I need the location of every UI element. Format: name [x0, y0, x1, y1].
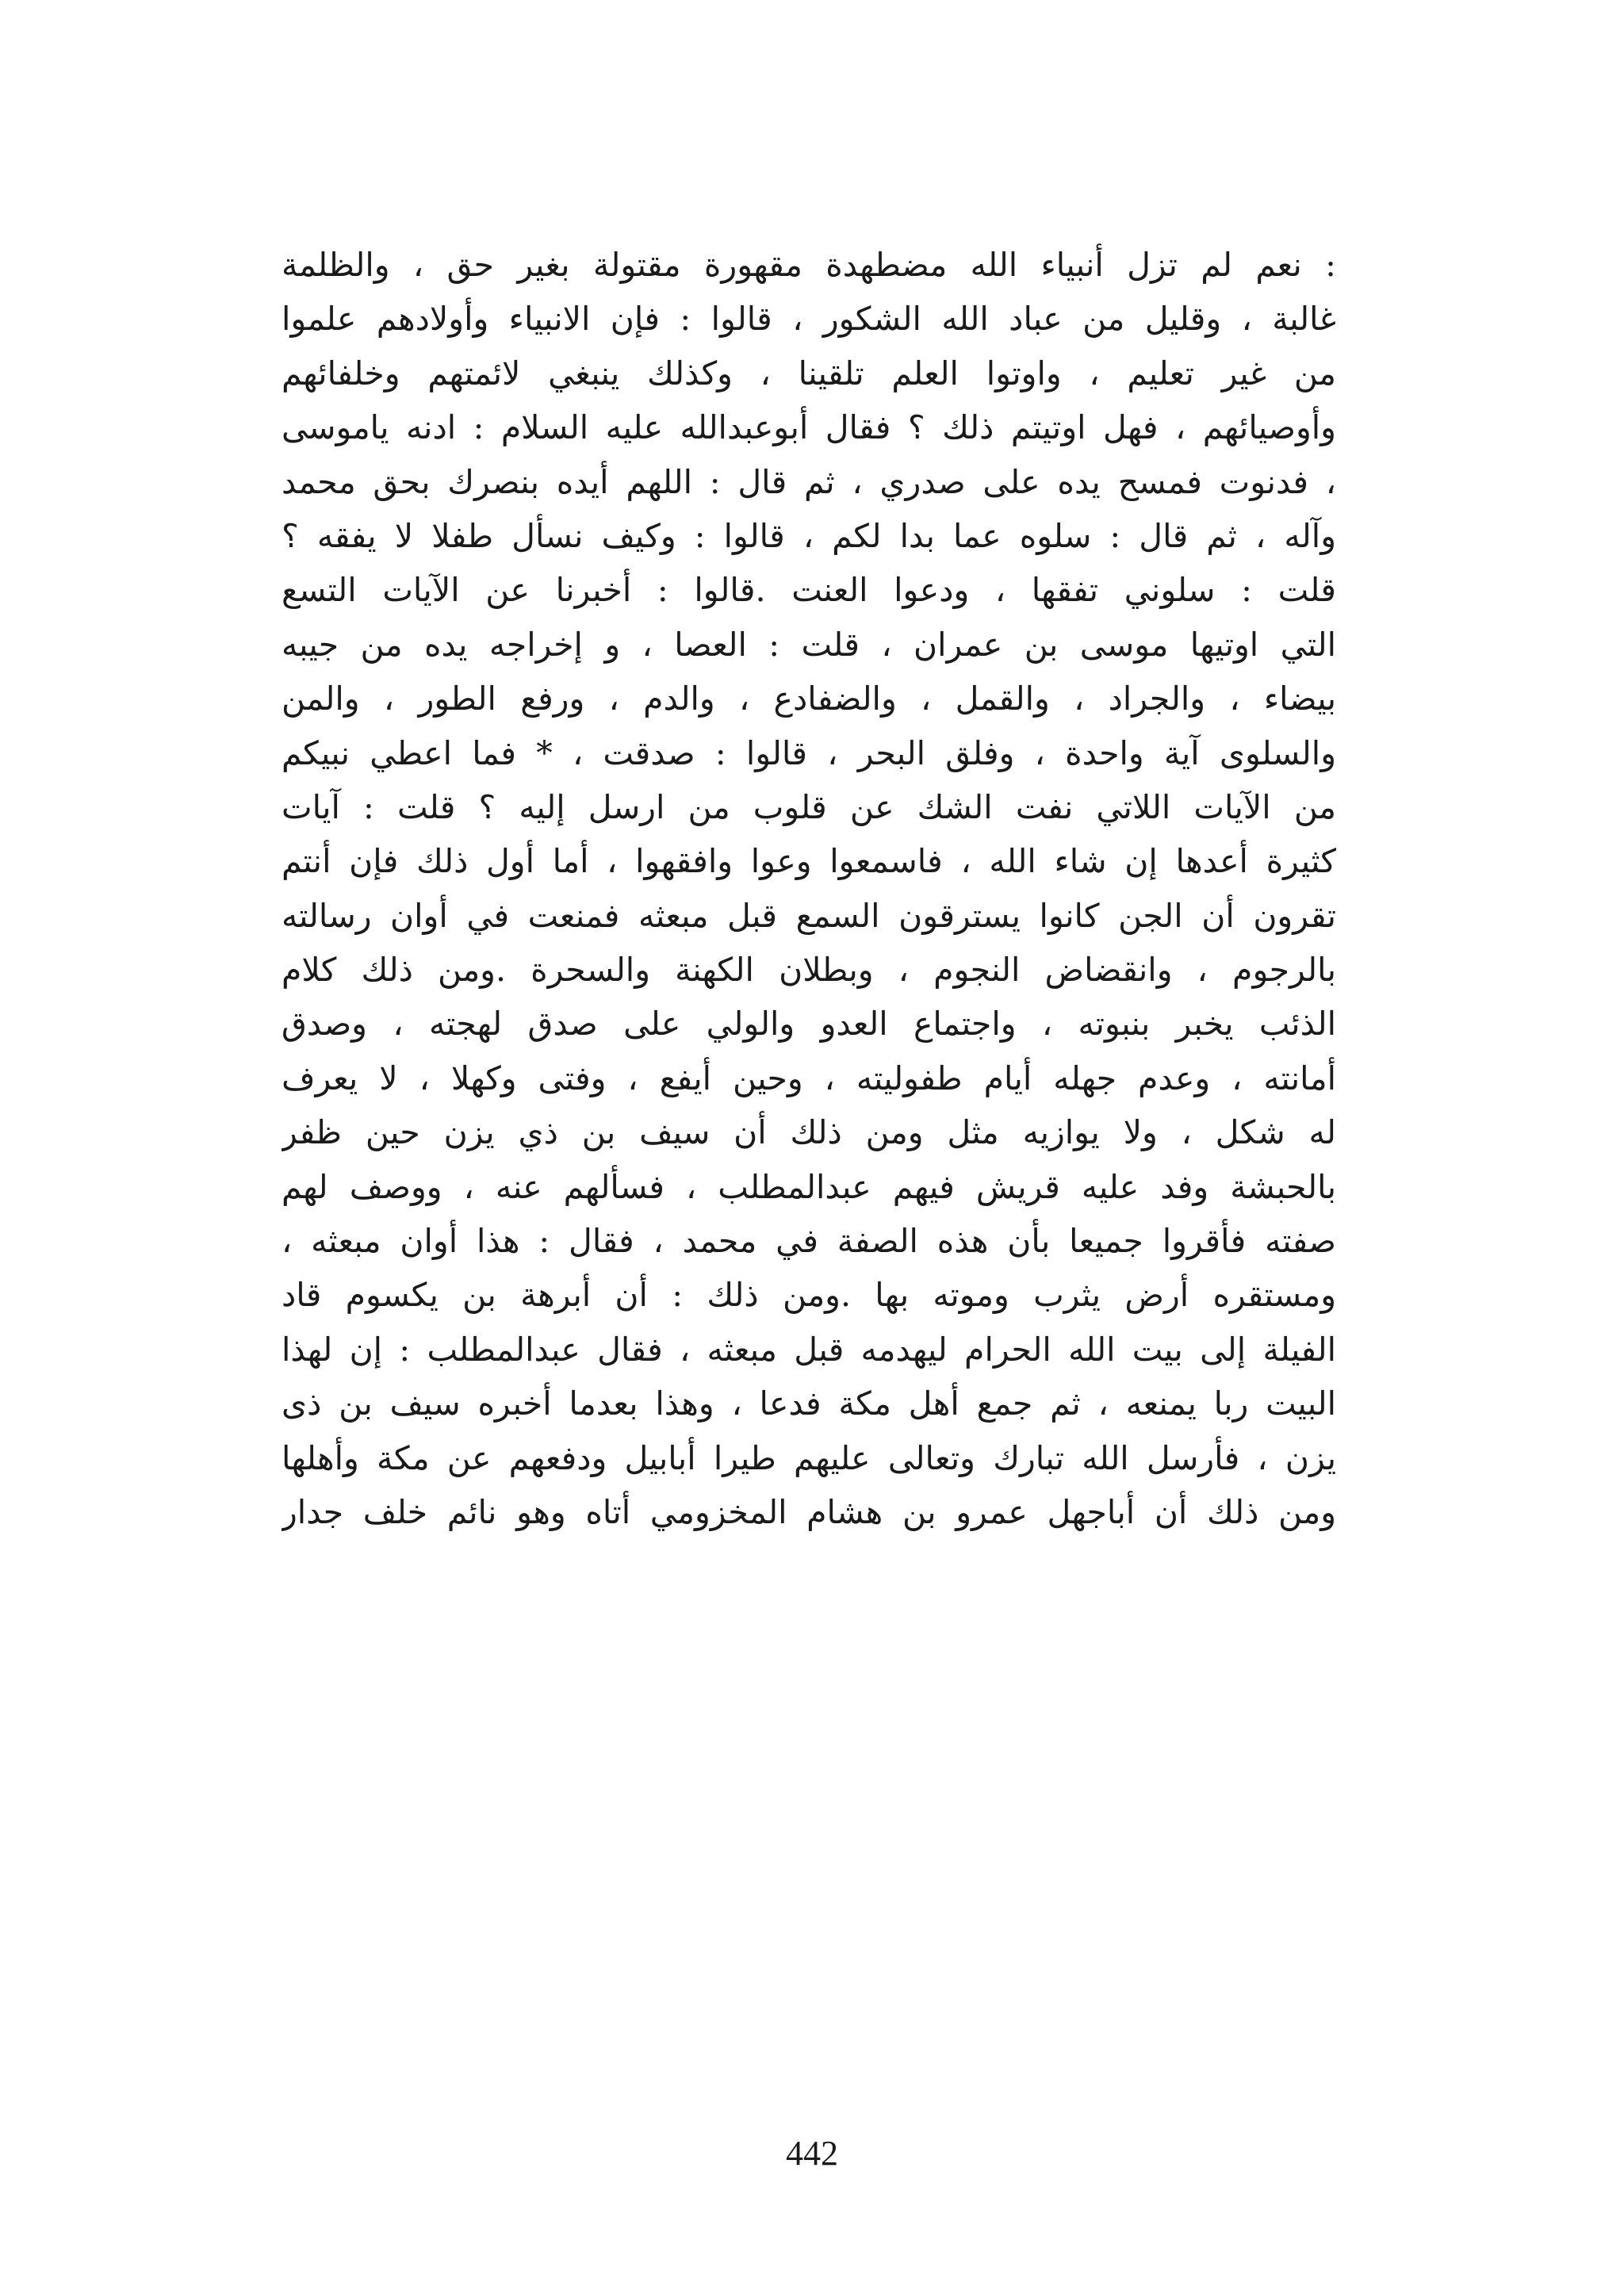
text-line: بالحبشة وفد عليه قريش فيهم عبدالمطلب ، فسألهم عنه ، ووصف لهم — [282, 1167, 1336, 1206]
text-line: أمانته ، وعدم جهله أيام طفوليته ، وحين أيفع ، وفتى وكهلا ، لا يعرف — [282, 1059, 1336, 1097]
text-line: وآله ، ثم قال : سلوه عما بدا لكم ، قالوا : وكيف نسأل طفلا لا يفقه ؟ — [282, 516, 1336, 555]
text-line: من الآيات اللاتي نفت الشك عن قلوب من ارسل إليه ؟ قلت : آيات — [282, 787, 1336, 826]
body-text — [282, 238, 1336, 1539]
text-line: : نعم لم تزل أنبياء الله مضطهدة مقهورة مقتولة بغير حق ، والظلمة — [282, 246, 1336, 284]
text-line: قلت : سلوني تفقها ، ودعوا العنت .قالوا : أخبرنا عن الآيات التسع — [282, 571, 1336, 610]
text-line: بيضاء ، والجراد ، والقمل ، والضفادع ، والدم ، ورفع الطور ، والمن — [282, 680, 1336, 718]
text-line: الفيلة إلى بيت الله الحرام ليهدمه قبل مبعثه ، فقال عبدالمطلب : إن لهذا — [282, 1330, 1336, 1369]
text-line: له شكل ، ولا يوازيه مثل ومن ذلك أن سيف بن ذي يزن حين ظفر — [282, 1113, 1336, 1152]
page-number: 442 — [786, 2134, 838, 2173]
text-line: وأوصيائهم ، فهل اوتيتم ذلك ؟ فقال أبوعبدالله عليه السلام : ادنه ياموسى — [282, 408, 1336, 447]
text-line: ، فدنوت فمسح يده على صدري ، ثم قال : اللهم أيده بنصرك بحق محمد — [282, 462, 1336, 501]
text-line: كثيرة أعدها إن شاء الله ، فاسمعوا وعوا وافقهوا ، أما أول ذلك فإن أنتم — [282, 842, 1336, 881]
text-line: الذئب يخبر بنبوته ، واجتماع العدو والولي على صدق لهجته ، وصدق — [282, 1005, 1336, 1044]
text-line: يزن ، فأرسل الله تبارك وتعالى عليهم طيرا أبابيل ودفعهم عن مكة وأهلها — [282, 1438, 1336, 1477]
text-line: ومستقره أرض يثرب وموته بها .ومن ذلك : أن أبرهة بن يكسوم قاد — [282, 1276, 1336, 1315]
text-line: صفته فأقروا جميعا بأن هذه الصفة في محمد ، فقال : هذا أوان مبعثه ، — [282, 1222, 1336, 1261]
text-line: تقرون أن الجن كانوا يسترقون السمع قبل مبعثه فمنعت في أوان رسالته — [282, 896, 1336, 935]
text-line: التي اوتيها موسى بن عمران ، قلت : العصا ، و إخراجه يده من جيبه — [282, 625, 1336, 664]
text-line: والسلوى آية واحدة ، وفلق البحر ، قالوا : صدقت ، * فما اعطي نبيكم — [282, 733, 1336, 772]
text-line: من غير تعليم ، واوتوا العلم تلقينا ، وكذلك ينبغي لائمتهم وخلفائهم — [282, 354, 1336, 393]
text-line: ومن ذلك أن أباجهل عمرو بن هشام المخزومي أتاه وهو نائم خلف جدار — [282, 1492, 1336, 1531]
text-line: غالبة ، وقليل من عباد الله الشكور ، قالوا : فإن الانبياء وأولادهم علموا — [282, 300, 1336, 339]
text-line: البيت ربا يمنعه ، ثم جمع أهل مكة فدعا ، وهذا بعدما أخبره سيف بن ذى — [282, 1384, 1336, 1423]
text-line: بالرجوم ، وانقضاض النجوم ، وبطلان الكهنة والسحرة .ومن ذلك كلام — [282, 951, 1336, 990]
